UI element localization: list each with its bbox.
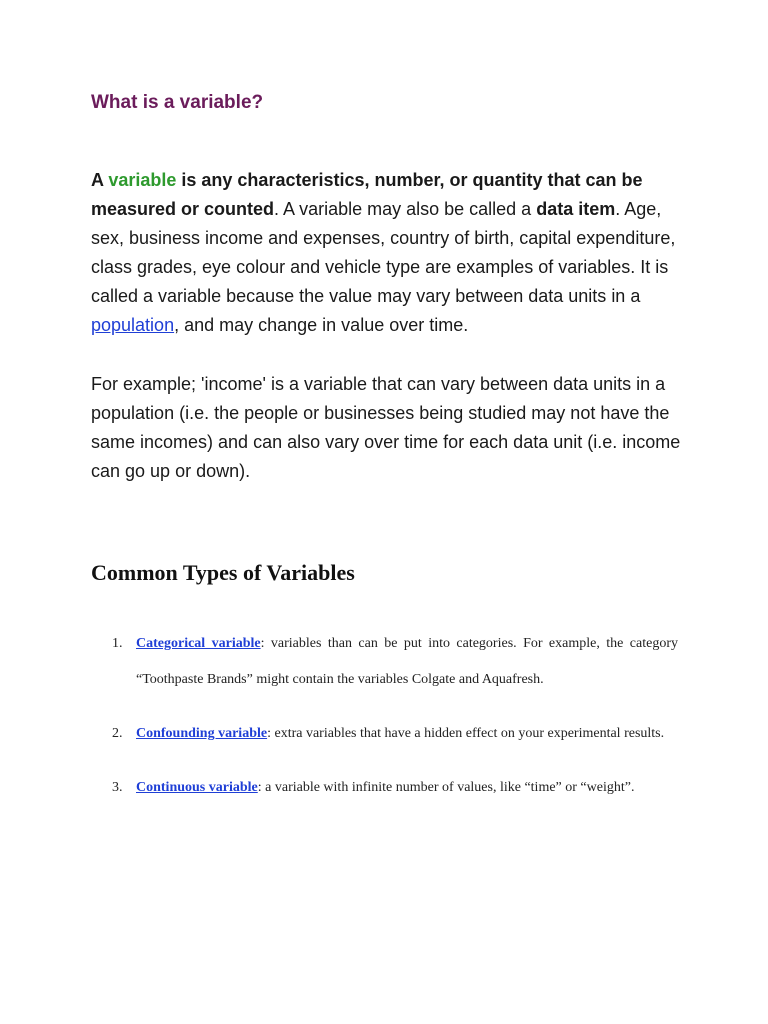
list-description: : a variable with infinite number of values, like “time” or “weight”. (257, 780, 635, 795)
list-description: : extra variables that have a hidden effect on your experimental results. (267, 726, 665, 741)
categorical-variable-link[interactable]: Categorical variable (136, 636, 261, 651)
section-title: Common Types of Variables (91, 560, 355, 585)
variable-term: variable (108, 170, 177, 190)
continuous-variable-link[interactable]: Continuous variable (136, 780, 258, 795)
page-heading: What is a variable? (91, 92, 264, 113)
confounding-variable-link[interactable]: Confounding variable (136, 726, 268, 741)
list-item (112, 716, 678, 752)
intro-paragraph (91, 166, 691, 340)
data-item-term: data item (536, 199, 616, 219)
variable-types-list (112, 626, 678, 806)
example-paragraph: For example; 'income' is a variable that can vary between data units in a population (i.e. the people or businesses being studied may not have the same incomes) and can also vary over time for each data unit (i.e. income can go up or down). (91, 374, 681, 481)
intro-ending: , and may change in value over time. (174, 315, 469, 335)
population-link[interactable]: population (91, 315, 175, 335)
intro-connector: . A variable may also be called a (274, 199, 537, 219)
intro-examples: . Age, sex, business income and expenses, country of birth, capital expenditure, class grades, eye colour and vehicle type are examples of variables. It is called a variable because the value may vary between data units in a (91, 199, 676, 306)
list-item (112, 770, 678, 806)
list-item (112, 626, 678, 698)
list-number: 3. (112, 780, 123, 795)
intro-article: A (91, 170, 109, 190)
variable-definition: is any characteristics, number, or quantity that can be measured or counted (91, 170, 643, 219)
list-number: 1. (112, 636, 123, 651)
list-number: 2. (112, 726, 123, 741)
list-description: : variables than can be put into categories. For example, the category “Toothpaste Brands” might contain the variables Colgate and Aquafresh. (136, 636, 678, 687)
